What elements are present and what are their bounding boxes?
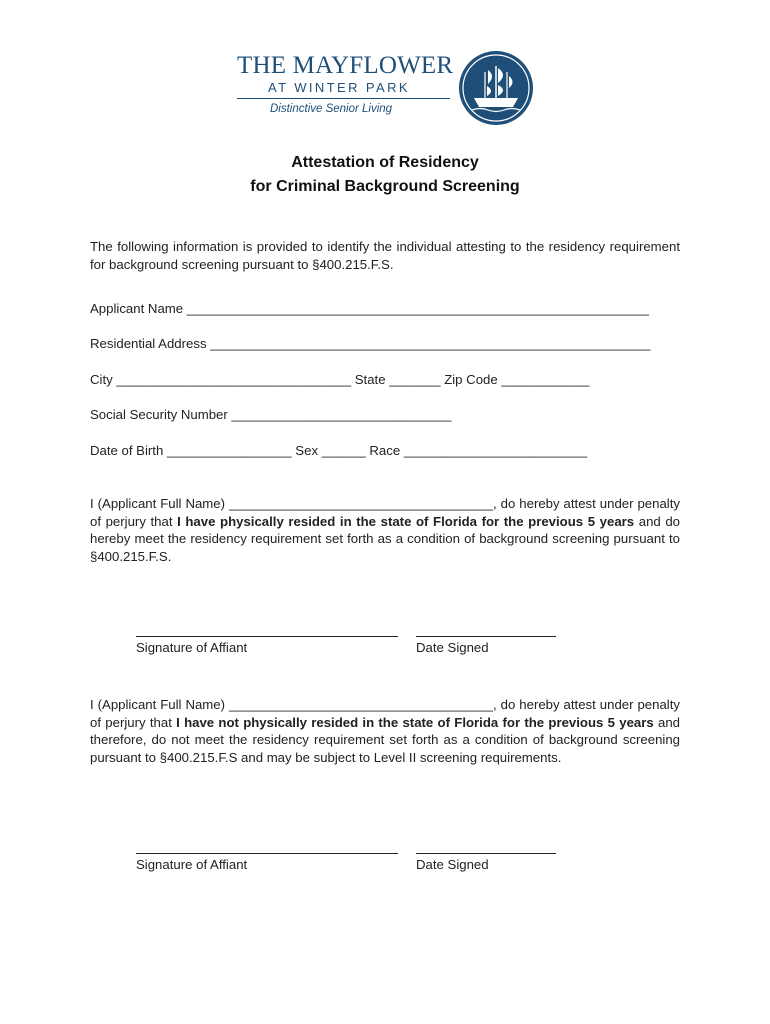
page-title-line1: Attestation of Residency — [291, 154, 479, 171]
attestation-nonresident-tail: and therefore, do not meet the residency requirement set forth as a condition of background screening pursuant to §400.215.F.S and may be subject to Level II screening requirements. — [90, 714, 681, 765]
date-signed-label-2: Date Signed — [416, 857, 489, 872]
attestation-nonresident-bold: I have not physically resided in the state of Florida for the previous 5 years — [176, 714, 654, 730]
residential-address-field[interactable]: Residential Address ____________________________________________________________ — [90, 336, 651, 351]
applicant-name-field[interactable]: Applicant Name _______________________________________________________________ — [90, 301, 649, 316]
attestation-resident-bold: I have physically resided in the state of Florida for the previous 5 years — [177, 513, 635, 529]
intro-paragraph: The following information is provided to identify the individual attesting to the residency requirement for background screening pursuant to §400.215.F.S. — [90, 239, 680, 272]
date-signed-line-2[interactable] — [416, 853, 556, 854]
attestation-nonresident — [90, 696, 680, 766]
affiant-signature-label-2: Signature of Affiant — [136, 857, 248, 872]
logo-tagline: Distinctive Senior Living — [270, 103, 393, 115]
affiant-signature-line-2[interactable] — [136, 853, 398, 854]
logo-name: THE MAYFLOWER — [237, 52, 454, 79]
attestation-resident-tail: and do hereby meet the residency requirement set forth as a condition of background screening pursuant to §400.215.F.S. — [90, 513, 681, 564]
attestation-nonresident-lead: I (Applicant Full Name) ____________________________________, do hereby attest under penalty of perjury that — [90, 697, 680, 730]
attestation-resident-lead: I (Applicant Full Name) ____________________________________, do hereby attest under penalty of perjury that — [90, 496, 680, 529]
attestation-resident — [90, 495, 680, 565]
affiant-signature-label-1: Signature of Affiant — [136, 640, 248, 655]
logo-location: AT WINTER PARK — [268, 80, 410, 95]
affiant-signature-line-1[interactable] — [136, 636, 398, 637]
ship-seal-icon — [458, 50, 534, 126]
dob-sex-race-field[interactable]: Date of Birth _________________ Sex ______ Race _________________________ — [90, 443, 588, 458]
ssn-field[interactable]: Social Security Number ______________________________ — [90, 407, 452, 422]
logo-divider — [237, 98, 450, 99]
city-state-zip-field[interactable]: City ________________________________ State _______ Zip Code ____________ — [90, 372, 590, 387]
page-title-line2: for Criminal Background Screening — [250, 178, 520, 195]
date-signed-label-1: Date Signed — [416, 640, 489, 655]
date-signed-line-1[interactable] — [416, 636, 556, 637]
